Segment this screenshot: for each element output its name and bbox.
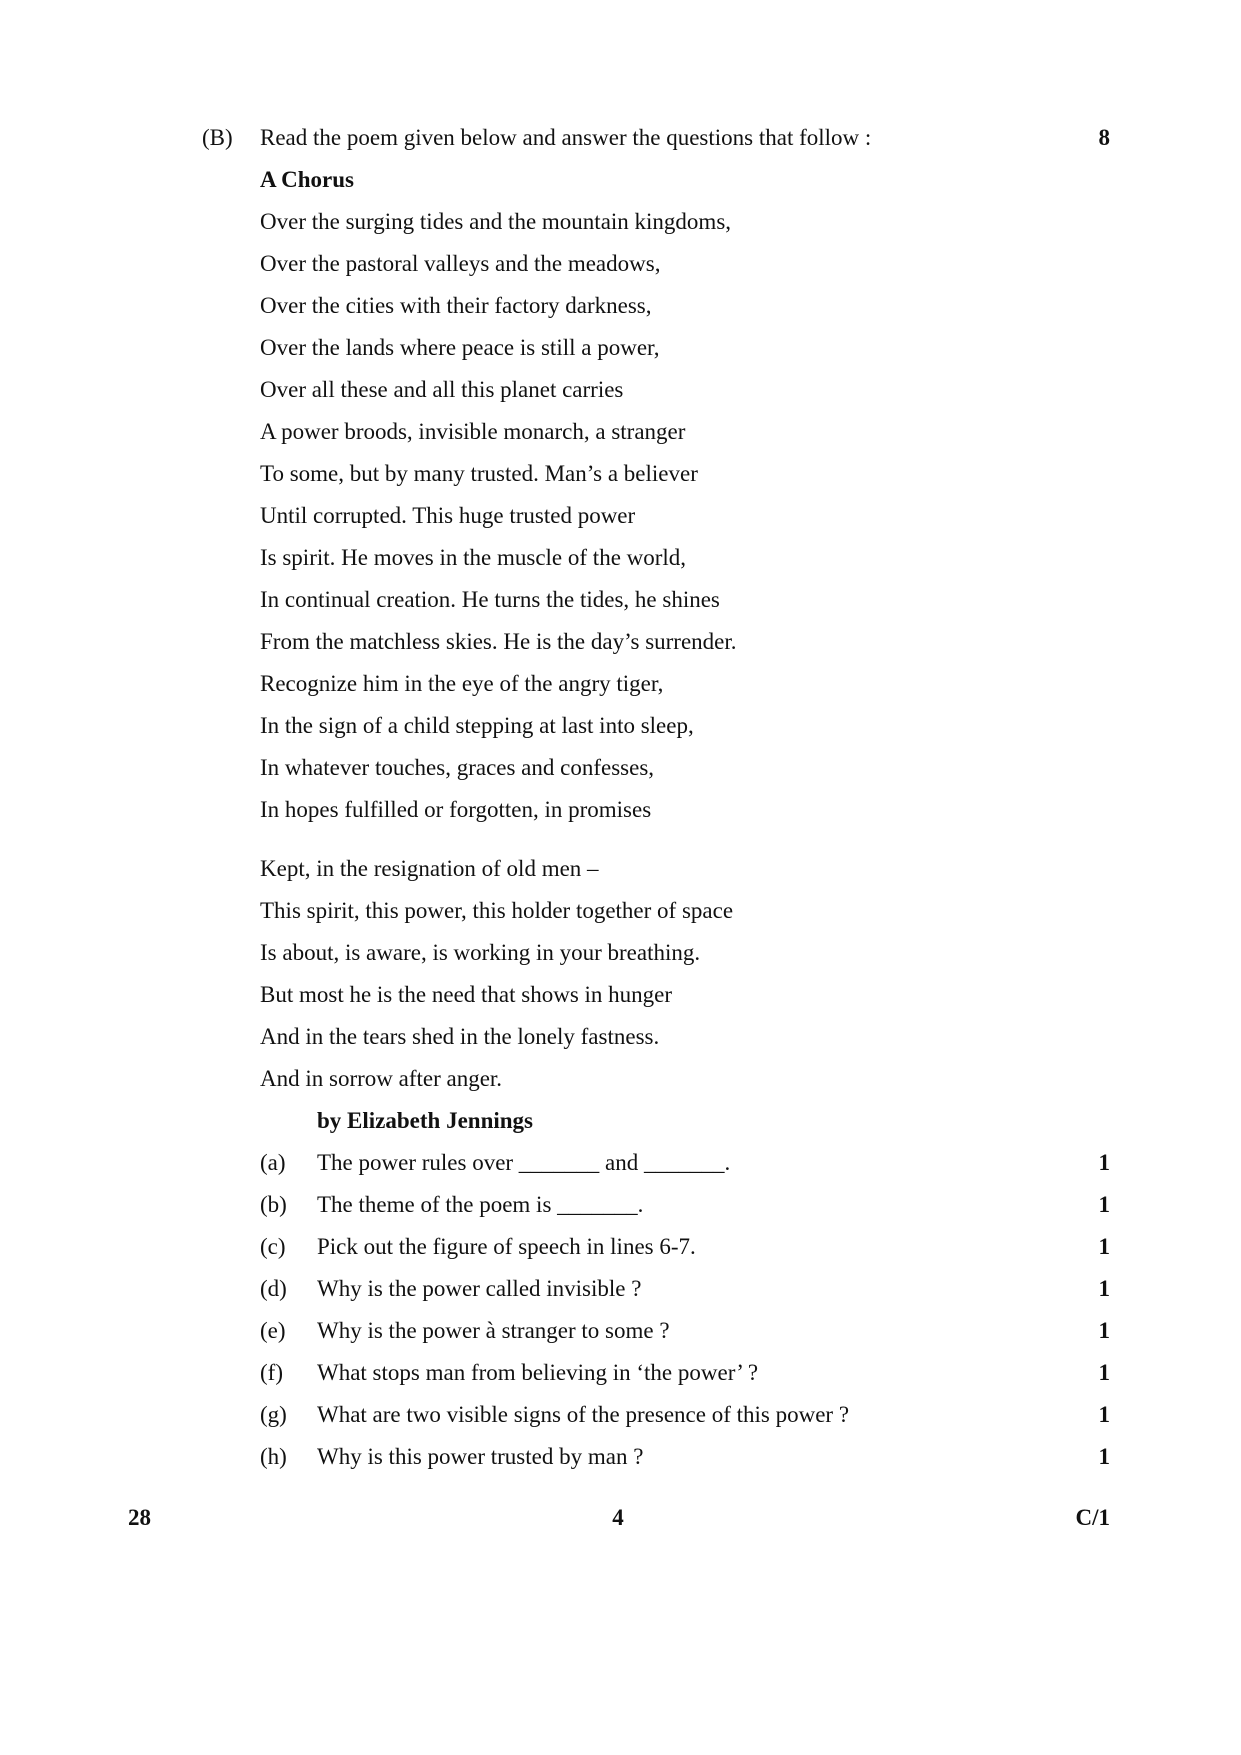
page-number: 4 <box>612 1505 624 1530</box>
poem-line: From the matchless skies. He is the day’s surrender. <box>260 629 737 654</box>
question-text: What stops man from believing in ‘the power’ ? <box>317 1360 759 1385</box>
poem-line: Over the cities with their factory darkness, <box>260 293 652 318</box>
poem-line: This spirit, this power, this holder together of space <box>260 898 734 923</box>
question-marks: 1 <box>1098 1444 1110 1469</box>
question-label: (d) <box>260 1276 287 1301</box>
question-text: Pick out the figure of speech in lines 6-7. <box>317 1234 696 1259</box>
poem-line: And in the tears shed in the lonely fastness. <box>260 1024 660 1049</box>
question-marks: 1 <box>1098 1234 1110 1259</box>
poem-line: But most he is the need that shows in hunger <box>260 982 673 1007</box>
question-label: (e) <box>260 1318 286 1343</box>
question-text: Why is the power called invisible ? <box>317 1276 642 1301</box>
poem-line: In the sign of a child stepping at last into sleep, <box>260 713 694 738</box>
question-label: (a) <box>260 1150 286 1175</box>
poem-line: Recognize him in the eye of the angry tiger, <box>260 671 664 696</box>
question-label: (b) <box>260 1192 287 1217</box>
section-marks: 8 <box>1098 125 1110 150</box>
footer-code: 28 <box>128 1505 151 1530</box>
poem-line: To some, but by many trusted. Man’s a believer <box>260 461 698 486</box>
poem-line: Over the surging tides and the mountain kingdoms, <box>260 209 732 234</box>
poem-line: Until corrupted. This huge trusted power <box>260 503 636 528</box>
question-marks: 1 <box>1098 1318 1110 1343</box>
question-label: (c) <box>260 1234 286 1259</box>
poem-line: And in sorrow after anger. <box>260 1066 503 1091</box>
question-text: What are two visible signs of the presence of this power ? <box>317 1402 850 1427</box>
footer-set: C/1 <box>1075 1505 1110 1530</box>
question-marks: 1 <box>1098 1402 1110 1427</box>
question-marks: 1 <box>1098 1192 1110 1217</box>
poem-line: Kept, in the resignation of old men – <box>260 856 599 881</box>
poem-line: Over the lands where peace is still a power, <box>260 335 660 360</box>
question-label: (h) <box>260 1444 287 1469</box>
poem-line: Over the pastoral valleys and the meadows, <box>260 251 661 276</box>
poem-line: Over all these and all this planet carries <box>260 377 624 402</box>
question-label: (f) <box>260 1360 283 1385</box>
question-text: The power rules over _______ and _______. <box>317 1150 731 1175</box>
question-text: Why is this power trusted by man ? <box>317 1444 644 1469</box>
question-text: The theme of the poem is _______. <box>317 1192 644 1217</box>
poem-line: In continual creation. He turns the tides, he shines <box>260 587 720 612</box>
poem-line: Is spirit. He moves in the muscle of the world, <box>260 545 687 570</box>
question-text: Why is the power à stranger to some ? <box>317 1318 670 1343</box>
question-marks: 1 <box>1098 1276 1110 1301</box>
poem-line: Is about, is aware, is working in your breathing. <box>260 940 701 965</box>
poem-line: In whatever touches, graces and confesses, <box>260 755 655 780</box>
section-instruction: Read the poem given below and answer the questions that follow : <box>260 125 872 150</box>
question-marks: 1 <box>1098 1150 1110 1175</box>
poem-line: In hopes fulfilled or forgotten, in promises <box>260 797 652 822</box>
section-label: (B) <box>202 125 233 150</box>
poem-author: by Elizabeth Jennings <box>317 1108 533 1133</box>
question-marks: 1 <box>1098 1360 1110 1385</box>
poem-line: A power broods, invisible monarch, a stranger <box>260 419 686 444</box>
question-label: (g) <box>260 1402 287 1427</box>
poem-title: A Chorus <box>260 167 354 192</box>
